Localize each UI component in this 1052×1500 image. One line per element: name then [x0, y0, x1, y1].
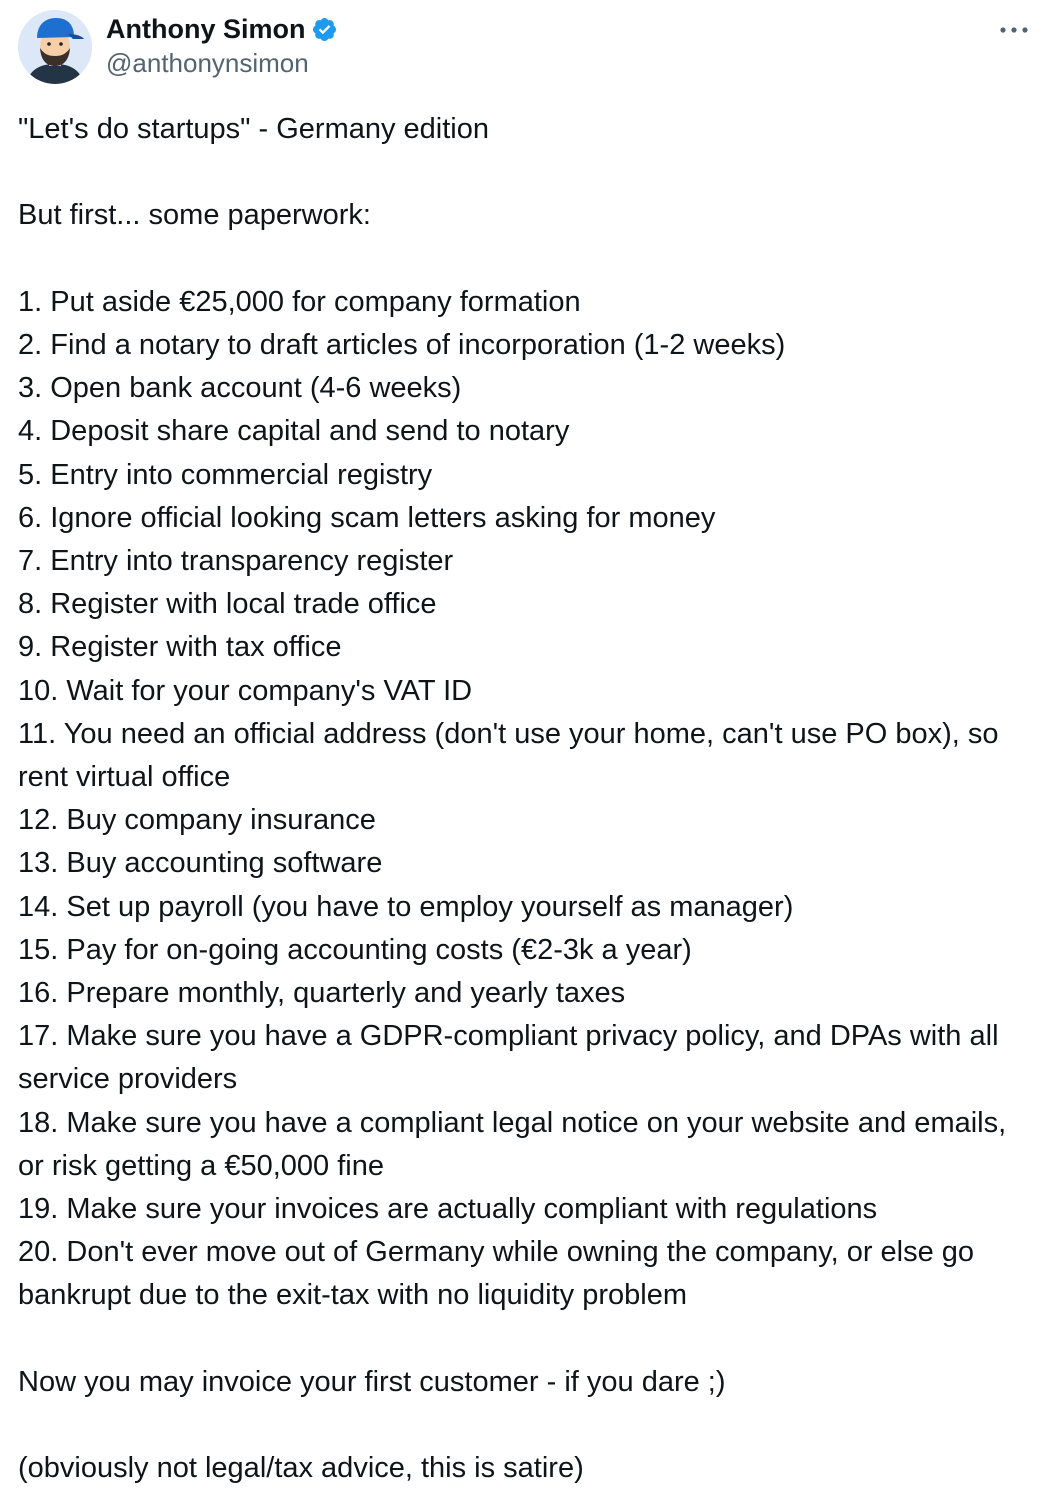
list-item: 6. Ignore official looking scam letters asking for money — [18, 501, 716, 534]
list-item: 13. Buy accounting software — [18, 847, 383, 880]
list-item: 20. Don't ever move out of Germany while owning the company, or else go bankrupt due to the exit-tax with no liquidity problem — [18, 1236, 975, 1312]
list-item: 2. Find a notary to draft articles of incorporation (1-2 weeks) — [18, 328, 786, 361]
list-item: 1. Put aside €25,000 for company formation — [18, 285, 581, 318]
list-item: 19. Make sure your invoices are actually compliant with regulations — [18, 1193, 878, 1226]
list-item: 4. Deposit share capital and send to notary — [18, 415, 570, 448]
tweet-closing: Now you may invoice your first customer - if you dare ;) — [18, 1365, 726, 1398]
avatar-cartoon-icon — [18, 10, 92, 84]
tweet-lead: But first... some paperwork: — [18, 199, 371, 232]
avatar[interactable] — [18, 10, 92, 84]
paragraph-spacer — [18, 238, 1034, 281]
paragraph-spacer — [18, 1318, 1034, 1361]
tweet-disclaimer: (obviously not legal/tax advice, this is satire) — [18, 1452, 584, 1485]
paragraph-spacer — [18, 1404, 1034, 1447]
list-item: 10. Wait for your company's VAT ID — [18, 674, 473, 707]
paragraph-spacer — [18, 151, 1034, 194]
list-item: 18. Make sure you have a compliant legal notice on your website and emails, or risk getting a €50,000 fine — [18, 1106, 1007, 1182]
list-item: 15. Pay for on-going accounting costs (€2-3k a year) — [18, 933, 692, 966]
list-item: 9. Register with tax office — [18, 631, 342, 664]
author-display-name[interactable]: Anthony Simon — [106, 13, 306, 44]
list-item: 17. Make sure you have a GDPR-compliant privacy policy, and DPAs with all service providers — [18, 1020, 999, 1096]
list-item: 12. Buy company insurance — [18, 804, 376, 837]
tweet-intro: "Let's do startups" - Germany edition — [18, 113, 490, 145]
list-item: 3. Open bank account (4-6 weeks) — [18, 372, 462, 405]
author-handle[interactable]: @anthonynsimon — [106, 48, 309, 78]
list-item: 11. You need an official address (don't use your home, can't use PO box), so rent virtual office — [18, 717, 999, 794]
list-item: 8. Register with local trade office — [18, 588, 437, 621]
author-name-row — [106, 12, 338, 46]
list-item: 5. Entry into commercial registry — [18, 458, 433, 491]
author-info — [106, 12, 338, 79]
verified-badge-icon — [311, 16, 338, 43]
tweet-text — [18, 108, 1034, 1490]
tweet-header — [18, 10, 1034, 84]
more-options-icon[interactable] — [994, 16, 1034, 44]
list-item: 7. Entry into transparency register — [18, 545, 454, 577]
list-item: 16. Prepare monthly, quarterly and yearly taxes — [18, 977, 626, 1010]
list-item: 14. Set up payroll (you have to employ yourself as manager) — [18, 890, 794, 923]
